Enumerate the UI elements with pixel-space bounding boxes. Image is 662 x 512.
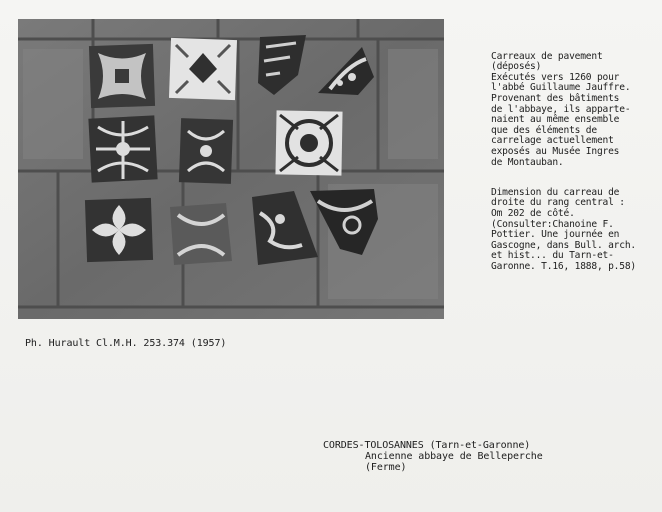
tile-r1-c1 xyxy=(89,44,155,108)
tile-r3-c1 xyxy=(85,198,153,262)
tile-r1-c2 xyxy=(169,38,237,100)
tile-r2-c1 xyxy=(88,115,157,182)
location-detail: (Ferme) xyxy=(365,462,407,474)
tile-r3-c2 xyxy=(170,203,232,265)
caption-text xyxy=(491,41,659,292)
tile-r2-c3 xyxy=(275,110,342,175)
tiles-photograph xyxy=(18,19,444,319)
location-site: Ancienne abbaye de Belleperche xyxy=(365,451,543,463)
caption-dimensions: Dimension du carreau de droite du rang central : Om 202 de côté. (Consulter:Chanoine F. Pottier. Une journée en Gascogne, dans Bull. arch. et hist... du Tarn-et- Garonne. T.16, 1888, p.58) xyxy=(491,186,636,272)
location-commune: CORDES-TOLOSANNES (Tarn-et-Garonne) xyxy=(323,440,531,451)
location-block xyxy=(323,440,543,474)
tile-r2-c2 xyxy=(179,118,233,184)
caption-description: Carreaux de pavement (déposés) Exécutés vers 1260 pour l'abbé Guillaume Jauffre. Provenant des bâtiments de l'abbaye, ils apparte- naient au même ensemble que des éléments de carrelage actuellement exposés au Musée Ingres de Montauban. xyxy=(491,50,631,168)
photo-credit: Ph. Hurault Cl.M.H. 253.374 (1957) xyxy=(25,338,227,349)
